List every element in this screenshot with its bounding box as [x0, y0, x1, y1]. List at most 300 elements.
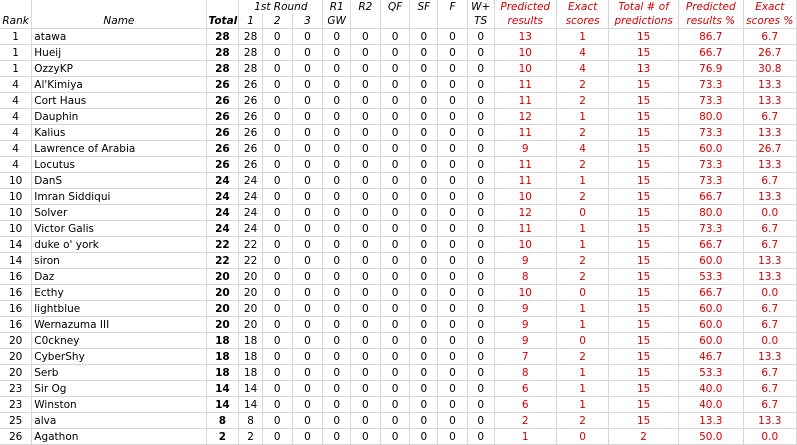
predicted-results-cell: 10 — [494, 285, 557, 301]
name-cell: CyberShy — [32, 349, 206, 365]
name-cell: atawa — [32, 29, 206, 45]
exact-pct-cell: 6.7 — [743, 301, 796, 317]
name-cell: duke o' york — [32, 237, 206, 253]
wts-cell: 0 — [467, 29, 494, 45]
wts-cell: 0 — [467, 301, 494, 317]
r2-cell: 0 — [351, 93, 381, 109]
rank-cell: 4 — [0, 93, 32, 109]
predicted-results-cell: 13 — [494, 29, 557, 45]
predicted-pct-cell: 73.3 — [678, 173, 743, 189]
r1-game-1-cell: 20 — [239, 301, 263, 317]
f-cell: 0 — [438, 221, 468, 237]
sf-cell: 0 — [410, 349, 438, 365]
total-cell: 26 — [206, 141, 239, 157]
exact-scores-cell: 2 — [557, 157, 609, 173]
name-cell: Locutus — [32, 157, 206, 173]
exact-pct-cell: 13.3 — [743, 413, 796, 429]
exact-pct-cell: 13.3 — [743, 93, 796, 109]
predicted-results-cell: 7 — [494, 349, 557, 365]
total-predictions-cell: 15 — [609, 301, 679, 317]
wts-cell: 0 — [467, 253, 494, 269]
r1-game-3-cell: 0 — [292, 269, 323, 285]
total-predictions-cell: 15 — [609, 157, 679, 173]
rank-cell: 1 — [0, 45, 32, 61]
exact-pct-cell: 13.3 — [743, 125, 796, 141]
f-cell: 0 — [438, 397, 468, 413]
predicted-pct-cell: 76.9 — [678, 61, 743, 77]
rank-cell: 20 — [0, 349, 32, 365]
r1-game-3-cell: 0 — [292, 349, 323, 365]
exact-scores-cell: 0 — [557, 333, 609, 349]
name-cell: siron — [32, 253, 206, 269]
table-row — [0, 109, 797, 125]
qf-cell: 0 — [380, 221, 410, 237]
total-predictions-cell: 15 — [609, 285, 679, 301]
r1-game-1-cell: 24 — [239, 205, 263, 221]
total-cell: 20 — [206, 285, 239, 301]
r2-cell: 0 — [351, 317, 381, 333]
qf-cell: 0 — [380, 429, 410, 445]
predicted-pct-cell: 66.7 — [678, 189, 743, 205]
r1-game-1-cell: 2 — [239, 429, 263, 445]
name-cell: Dauphin — [32, 109, 206, 125]
total-cell: 26 — [206, 125, 239, 141]
name-cell: Winston — [32, 397, 206, 413]
rank-cell: 20 — [0, 365, 32, 381]
r2-cell: 0 — [351, 141, 381, 157]
name-cell: Hueij — [32, 45, 206, 61]
rank-cell: 23 — [0, 381, 32, 397]
first-round-header: 1st Round — [239, 0, 323, 14]
sf-cell: 0 — [410, 285, 438, 301]
total-predictions-cell: 15 — [609, 173, 679, 189]
wts-cell: 0 — [467, 125, 494, 141]
rank-cell: 10 — [0, 205, 32, 221]
predicted-pct-cell: 60.0 — [678, 141, 743, 157]
r1-game-3-cell: 0 — [292, 77, 323, 93]
name-cell: Agathon — [32, 429, 206, 445]
total-predictions-header-bottom: predictions — [609, 14, 679, 29]
r2-cell: 0 — [351, 189, 381, 205]
rank-cell: 4 — [0, 77, 32, 93]
f-cell: 0 — [438, 157, 468, 173]
exact-pct-cell: 0.0 — [743, 429, 796, 445]
sf-cell: 0 — [410, 29, 438, 45]
sf-cell: 0 — [410, 125, 438, 141]
name-cell: C0ckney — [32, 333, 206, 349]
wts-header-top: W+ — [467, 0, 494, 14]
rank-cell: 16 — [0, 317, 32, 333]
wts-cell: 0 — [467, 157, 494, 173]
r1-game-2-cell: 0 — [262, 45, 292, 61]
r2-header: R2 — [351, 0, 381, 14]
table-row — [0, 221, 797, 237]
qf-cell: 0 — [380, 317, 410, 333]
sf-cell: 0 — [410, 397, 438, 413]
r1-game-3-cell: 0 — [292, 429, 323, 445]
r1-game-3-cell: 0 — [292, 397, 323, 413]
exact-pct-cell: 6.7 — [743, 221, 796, 237]
r1-sub-3-header: 3 — [292, 14, 323, 29]
predicted-pct-cell: 60.0 — [678, 301, 743, 317]
qf-cell: 0 — [380, 365, 410, 381]
exact-pct-cell: 6.7 — [743, 397, 796, 413]
total-cell: 24 — [206, 189, 239, 205]
r1-game-1-cell: 14 — [239, 397, 263, 413]
r1-game-2-cell: 0 — [262, 173, 292, 189]
r1-game-1-cell: 26 — [239, 109, 263, 125]
rank-cell: 14 — [0, 253, 32, 269]
total-cell: 22 — [206, 237, 239, 253]
r1-game-3-cell: 0 — [292, 109, 323, 125]
r1-game-2-cell: 0 — [262, 77, 292, 93]
wts-cell: 0 — [467, 285, 494, 301]
sf-cell: 0 — [410, 189, 438, 205]
wts-cell: 0 — [467, 173, 494, 189]
name-cell: Serb — [32, 365, 206, 381]
rank-header: Rank — [0, 14, 32, 29]
r1-game-2-cell: 0 — [262, 365, 292, 381]
r2-cell: 0 — [351, 61, 381, 77]
r1-game-2-cell: 0 — [262, 301, 292, 317]
qf-cell: 0 — [380, 141, 410, 157]
name-cell: Lawrence of Arabia — [32, 141, 206, 157]
table-row — [0, 93, 797, 109]
exact-scores-cell: 4 — [557, 45, 609, 61]
r1-game-2-cell: 0 — [262, 349, 292, 365]
exact-scores-cell: 1 — [557, 397, 609, 413]
rank-cell: 26 — [0, 429, 32, 445]
rank-cell: 20 — [0, 333, 32, 349]
predicted-results-cell: 2 — [494, 413, 557, 429]
r1-game-1-cell: 26 — [239, 77, 263, 93]
exact-pct-cell: 26.7 — [743, 141, 796, 157]
predicted-results-cell: 9 — [494, 141, 557, 157]
gw-cell: 0 — [323, 397, 351, 413]
total-cell: 8 — [206, 413, 239, 429]
exact-scores-header-top: Exact — [557, 0, 609, 14]
name-cell: Cort Haus — [32, 93, 206, 109]
qf-cell: 0 — [380, 269, 410, 285]
exact-pct-cell: 13.3 — [743, 157, 796, 173]
exact-scores-cell: 2 — [557, 77, 609, 93]
r1-sub-2-header: 2 — [262, 14, 292, 29]
table-row — [0, 285, 797, 301]
wts-cell: 0 — [467, 381, 494, 397]
f-cell: 0 — [438, 381, 468, 397]
total-predictions-cell: 15 — [609, 349, 679, 365]
r1-game-3-cell: 0 — [292, 29, 323, 45]
table-row — [0, 189, 797, 205]
total-predictions-cell: 15 — [609, 141, 679, 157]
gw-cell: 0 — [323, 205, 351, 221]
r1-game-3-cell: 0 — [292, 157, 323, 173]
r1-game-3-cell: 0 — [292, 317, 323, 333]
predicted-results-cell: 6 — [494, 397, 557, 413]
exact-pct-cell: 6.7 — [743, 173, 796, 189]
wts-cell: 0 — [467, 429, 494, 445]
gw-cell: 0 — [323, 301, 351, 317]
f-cell: 0 — [438, 253, 468, 269]
r2-cell: 0 — [351, 397, 381, 413]
r1-game-3-cell: 0 — [292, 125, 323, 141]
predicted-results-cell: 8 — [494, 365, 557, 381]
r1-game-1-cell: 26 — [239, 93, 263, 109]
table-row — [0, 157, 797, 173]
gw-cell: 0 — [323, 61, 351, 77]
r1-game-1-cell: 24 — [239, 189, 263, 205]
r1-game-1-cell: 18 — [239, 349, 263, 365]
table-row — [0, 301, 797, 317]
r2-cell: 0 — [351, 301, 381, 317]
name-cell: Solver — [32, 205, 206, 221]
gw-cell: 0 — [323, 29, 351, 45]
r2-cell: 0 — [351, 157, 381, 173]
f-cell: 0 — [438, 349, 468, 365]
gw-header: GW — [323, 14, 351, 29]
wts-cell: 0 — [467, 141, 494, 157]
r1-game-3-cell: 0 — [292, 141, 323, 157]
table-row — [0, 173, 797, 189]
exact-scores-cell: 4 — [557, 61, 609, 77]
r2-cell: 0 — [351, 45, 381, 61]
gw-cell: 0 — [323, 45, 351, 61]
exact-scores-cell: 4 — [557, 141, 609, 157]
r1-game-1-cell: 28 — [239, 45, 263, 61]
qf-cell: 0 — [380, 189, 410, 205]
exact-scores-cell: 1 — [557, 29, 609, 45]
f-cell: 0 — [438, 125, 468, 141]
r2-cell: 0 — [351, 221, 381, 237]
exact-scores-header-bottom: scores — [557, 14, 609, 29]
r1-game-1-cell: 20 — [239, 285, 263, 301]
exact-scores-cell: 2 — [557, 93, 609, 109]
total-cell: 24 — [206, 221, 239, 237]
r2-cell: 0 — [351, 125, 381, 141]
r2-cell: 0 — [351, 333, 381, 349]
r1-sub-1-header: 1 — [239, 14, 263, 29]
rank-cell: 10 — [0, 173, 32, 189]
exact-pct-cell: 6.7 — [743, 237, 796, 253]
r1-game-1-cell: 28 — [239, 29, 263, 45]
f-header: F — [438, 0, 468, 14]
total-predictions-cell: 15 — [609, 205, 679, 221]
table-row — [0, 205, 797, 221]
f-cell: 0 — [438, 317, 468, 333]
sf-cell: 0 — [410, 365, 438, 381]
r1-game-3-cell: 0 — [292, 221, 323, 237]
exact-pct-cell: 6.7 — [743, 317, 796, 333]
table-row — [0, 125, 797, 141]
f-cell: 0 — [438, 301, 468, 317]
sf-cell: 0 — [410, 221, 438, 237]
predicted-pct-cell: 73.3 — [678, 157, 743, 173]
exact-scores-cell: 1 — [557, 317, 609, 333]
qf-cell: 0 — [380, 381, 410, 397]
predicted-pct-cell: 80.0 — [678, 205, 743, 221]
total-predictions-cell: 15 — [609, 413, 679, 429]
predicted-results-cell: 11 — [494, 173, 557, 189]
sf-cell: 0 — [410, 173, 438, 189]
total-cell: 24 — [206, 173, 239, 189]
r2-cell: 0 — [351, 365, 381, 381]
exact-pct-cell: 26.7 — [743, 45, 796, 61]
predicted-results-cell: 10 — [494, 189, 557, 205]
pred-results-header-bottom: results — [494, 14, 557, 29]
r2-cell: 0 — [351, 269, 381, 285]
exact-scores-cell: 2 — [557, 253, 609, 269]
qf-cell: 0 — [380, 45, 410, 61]
sf-cell: 0 — [410, 413, 438, 429]
total-cell: 28 — [206, 45, 239, 61]
predicted-results-cell: 11 — [494, 125, 557, 141]
exact-pct-cell: 6.7 — [743, 365, 796, 381]
wts-cell: 0 — [467, 317, 494, 333]
r1-game-3-cell: 0 — [292, 333, 323, 349]
rank-cell: 4 — [0, 141, 32, 157]
r2-cell: 0 — [351, 237, 381, 253]
total-predictions-cell: 15 — [609, 125, 679, 141]
total-predictions-cell: 15 — [609, 77, 679, 93]
wts-cell: 0 — [467, 349, 494, 365]
r1-game-3-cell: 0 — [292, 205, 323, 221]
r2-cell: 0 — [351, 29, 381, 45]
r1-game-1-cell: 26 — [239, 141, 263, 157]
total-predictions-cell: 2 — [609, 429, 679, 445]
wts-cell: 0 — [467, 333, 494, 349]
total-cell: 26 — [206, 157, 239, 173]
wts-cell: 0 — [467, 365, 494, 381]
r2-cell: 0 — [351, 77, 381, 93]
sf-cell: 0 — [410, 237, 438, 253]
total-cell: 20 — [206, 269, 239, 285]
f-cell: 0 — [438, 45, 468, 61]
table-row — [0, 317, 797, 333]
rank-cell: 1 — [0, 29, 32, 45]
total-cell: 26 — [206, 109, 239, 125]
rank-cell: 23 — [0, 397, 32, 413]
total-predictions-cell: 15 — [609, 333, 679, 349]
r1-game-2-cell: 0 — [262, 205, 292, 221]
predicted-pct-cell: 46.7 — [678, 349, 743, 365]
exact-pct-cell: 13.3 — [743, 253, 796, 269]
exact-scores-cell: 0 — [557, 285, 609, 301]
total-header: Total — [206, 14, 239, 29]
sf-cell: 0 — [410, 93, 438, 109]
sf-cell: 0 — [410, 333, 438, 349]
f-cell: 0 — [438, 365, 468, 381]
f-cell: 0 — [438, 285, 468, 301]
f-cell: 0 — [438, 173, 468, 189]
total-predictions-cell: 13 — [609, 61, 679, 77]
r1-game-2-cell: 0 — [262, 237, 292, 253]
name-cell: Imran Siddiqui — [32, 189, 206, 205]
predicted-pct-cell: 73.3 — [678, 93, 743, 109]
gw-cell: 0 — [323, 285, 351, 301]
sf-cell: 0 — [410, 269, 438, 285]
predicted-results-cell: 10 — [494, 61, 557, 77]
predicted-results-cell: 9 — [494, 253, 557, 269]
gw-cell: 0 — [323, 381, 351, 397]
predicted-results-cell: 12 — [494, 205, 557, 221]
exact-scores-cell: 1 — [557, 365, 609, 381]
table-row — [0, 397, 797, 413]
gw-cell: 0 — [323, 77, 351, 93]
rank-cell: 16 — [0, 285, 32, 301]
sf-cell: 0 — [410, 141, 438, 157]
table-row — [0, 77, 797, 93]
wts-cell: 0 — [467, 45, 494, 61]
total-predictions-cell: 15 — [609, 221, 679, 237]
wts-cell: 0 — [467, 77, 494, 93]
gw-cell: 0 — [323, 349, 351, 365]
name-cell: Al'Kimiya — [32, 77, 206, 93]
r1-game-2-cell: 0 — [262, 269, 292, 285]
exact-pct-header-bottom: scores % — [743, 14, 796, 29]
total-predictions-cell: 15 — [609, 189, 679, 205]
name-cell: Victor Galis — [32, 221, 206, 237]
total-cell: 2 — [206, 429, 239, 445]
predicted-pct-cell: 40.0 — [678, 381, 743, 397]
gw-cell: 0 — [323, 125, 351, 141]
wts-cell: 0 — [467, 221, 494, 237]
predicted-pct-cell: 73.3 — [678, 77, 743, 93]
table-row — [0, 349, 797, 365]
qf-cell: 0 — [380, 125, 410, 141]
r2-cell: 0 — [351, 429, 381, 445]
r1-game-2-cell: 0 — [262, 429, 292, 445]
qf-cell: 0 — [380, 333, 410, 349]
predicted-results-cell: 9 — [494, 333, 557, 349]
rank-cell: 25 — [0, 413, 32, 429]
table-row — [0, 237, 797, 253]
r1-game-2-cell: 0 — [262, 333, 292, 349]
f-cell: 0 — [438, 237, 468, 253]
gw-cell: 0 — [323, 109, 351, 125]
exact-scores-cell: 2 — [557, 413, 609, 429]
wts-cell: 0 — [467, 109, 494, 125]
total-cell: 20 — [206, 301, 239, 317]
r1-game-1-cell: 20 — [239, 317, 263, 333]
predicted-pct-cell: 80.0 — [678, 109, 743, 125]
wts-cell: 0 — [467, 93, 494, 109]
r1-game-3-cell: 0 — [292, 173, 323, 189]
total-cell: 26 — [206, 93, 239, 109]
sf-cell: 0 — [410, 381, 438, 397]
sf-cell: 0 — [410, 317, 438, 333]
total-predictions-cell: 15 — [609, 365, 679, 381]
exact-scores-cell: 1 — [557, 221, 609, 237]
r1-game-2-cell: 0 — [262, 317, 292, 333]
gw-cell: 0 — [323, 413, 351, 429]
table-row — [0, 29, 797, 45]
r1-game-1-cell: 26 — [239, 157, 263, 173]
wts-cell: 0 — [467, 205, 494, 221]
table-row — [0, 333, 797, 349]
total-predictions-cell: 15 — [609, 29, 679, 45]
r2-cell: 0 — [351, 253, 381, 269]
r1-game-3-cell: 0 — [292, 285, 323, 301]
r1-game-1-cell: 20 — [239, 269, 263, 285]
r1-game-3-cell: 0 — [292, 237, 323, 253]
predicted-results-cell: 9 — [494, 317, 557, 333]
exact-pct-cell: 30.8 — [743, 61, 796, 77]
name-header: Name — [32, 14, 206, 29]
exact-scores-cell: 1 — [557, 109, 609, 125]
predicted-pct-cell: 50.0 — [678, 429, 743, 445]
predicted-results-cell: 11 — [494, 77, 557, 93]
total-predictions-header-top: Total # of — [609, 0, 679, 14]
